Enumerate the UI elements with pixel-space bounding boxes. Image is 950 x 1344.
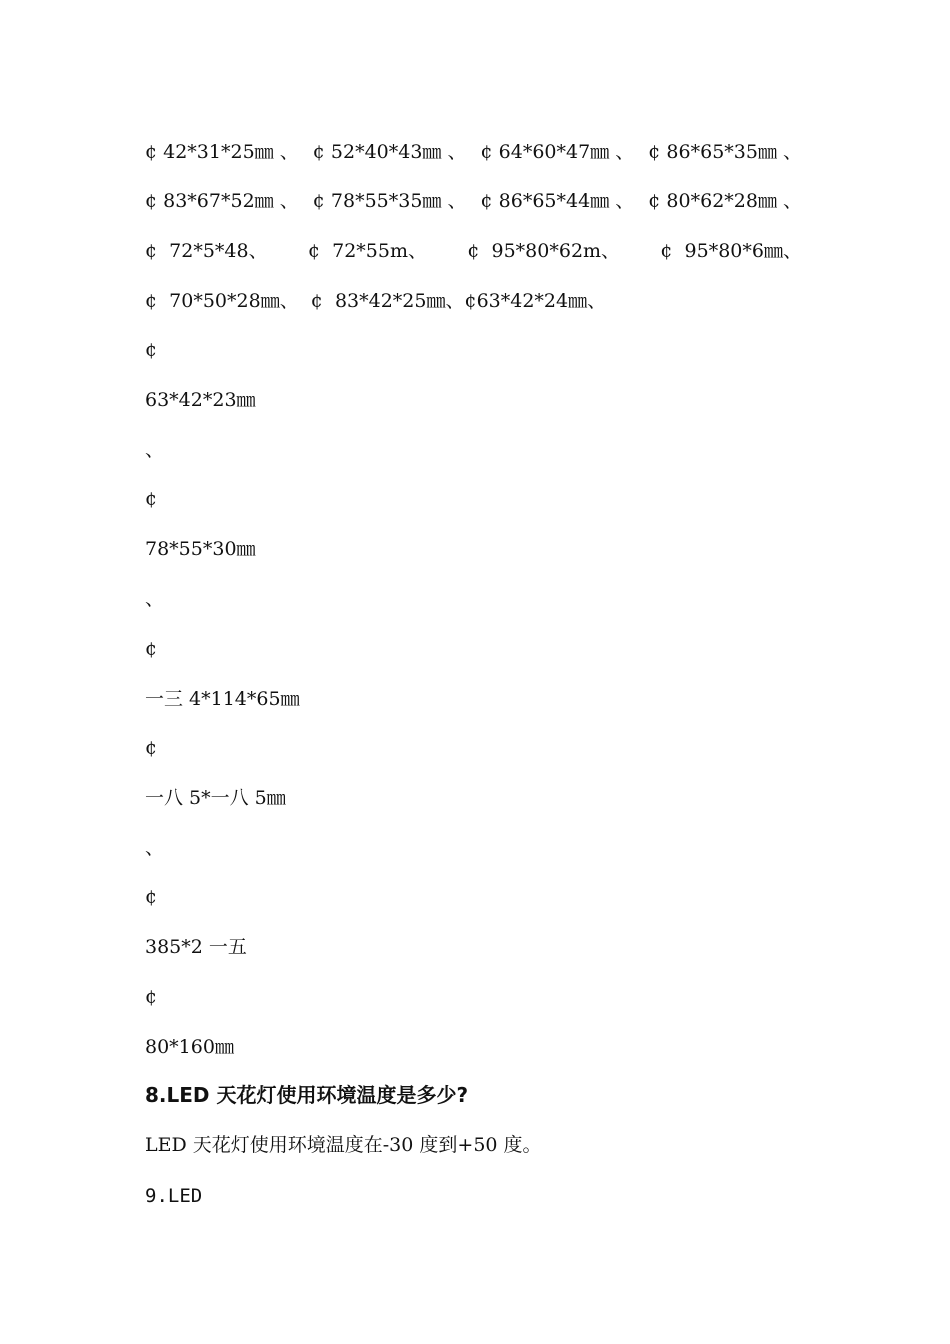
text-line: ¢ xyxy=(145,638,158,660)
text-line: 、 xyxy=(145,837,165,859)
spec-item: ¢ 86*65*35㎜ 、 xyxy=(648,141,802,163)
text-line: ¢ xyxy=(145,886,158,908)
spec-row-1 xyxy=(145,140,802,164)
text-line: 385*2 一五 xyxy=(145,936,247,958)
spec-item: ¢ 86*65*44㎜ 、 xyxy=(480,190,635,212)
spec-item: ¢ 95*80*6㎜、 xyxy=(660,240,802,262)
text-line: ¢ xyxy=(145,737,158,759)
text-line: 78*55*30㎜ xyxy=(145,538,256,560)
spec-row-4: ¢ 70*50*28㎜、 ¢ 83*42*25㎜、¢63*42*24㎜、 xyxy=(145,290,607,312)
section-8-answer: LED 天花灯使用环境温度在-30 度到+50 度。 xyxy=(145,1134,542,1156)
text-line: 、 xyxy=(145,588,165,610)
text-line: 一三 4*114*65㎜ xyxy=(145,688,300,710)
spec-item: ¢ 42*31*25㎜ 、 xyxy=(145,141,299,163)
spec-row-2 xyxy=(145,189,802,213)
spec-item: ¢ 64*60*47㎜ 、 xyxy=(480,141,635,163)
spec-item: ¢ 80*62*28㎜ 、 xyxy=(648,190,802,212)
text-line: ¢ xyxy=(145,488,158,510)
text-line: ¢ xyxy=(145,986,158,1008)
text-line: 63*42*23㎜ xyxy=(145,389,256,411)
spec-item: ¢ 52*40*43㎜ 、 xyxy=(312,141,467,163)
text-line: ¢ xyxy=(145,339,158,361)
section-9-heading: 9.LED xyxy=(145,1185,203,1207)
spec-row-3 xyxy=(145,239,802,263)
section-8-heading: 8.LED 天花灯使用环境温度是多少? xyxy=(145,1083,469,1107)
spec-item: ¢ 83*67*52㎜ 、 xyxy=(145,190,299,212)
text-line: 、 xyxy=(145,439,165,461)
text-line: 80*160㎜ xyxy=(145,1036,234,1058)
spec-item: ¢ 95*80*62m、 xyxy=(467,240,621,262)
text-line: 一八 5*一八 5㎜ xyxy=(145,787,286,809)
spec-item: ¢ 78*55*35㎜ 、 xyxy=(312,190,467,212)
spec-item: ¢ 72*5*48、 xyxy=(145,240,268,262)
spec-item: ¢ 72*55m、 xyxy=(307,240,427,262)
